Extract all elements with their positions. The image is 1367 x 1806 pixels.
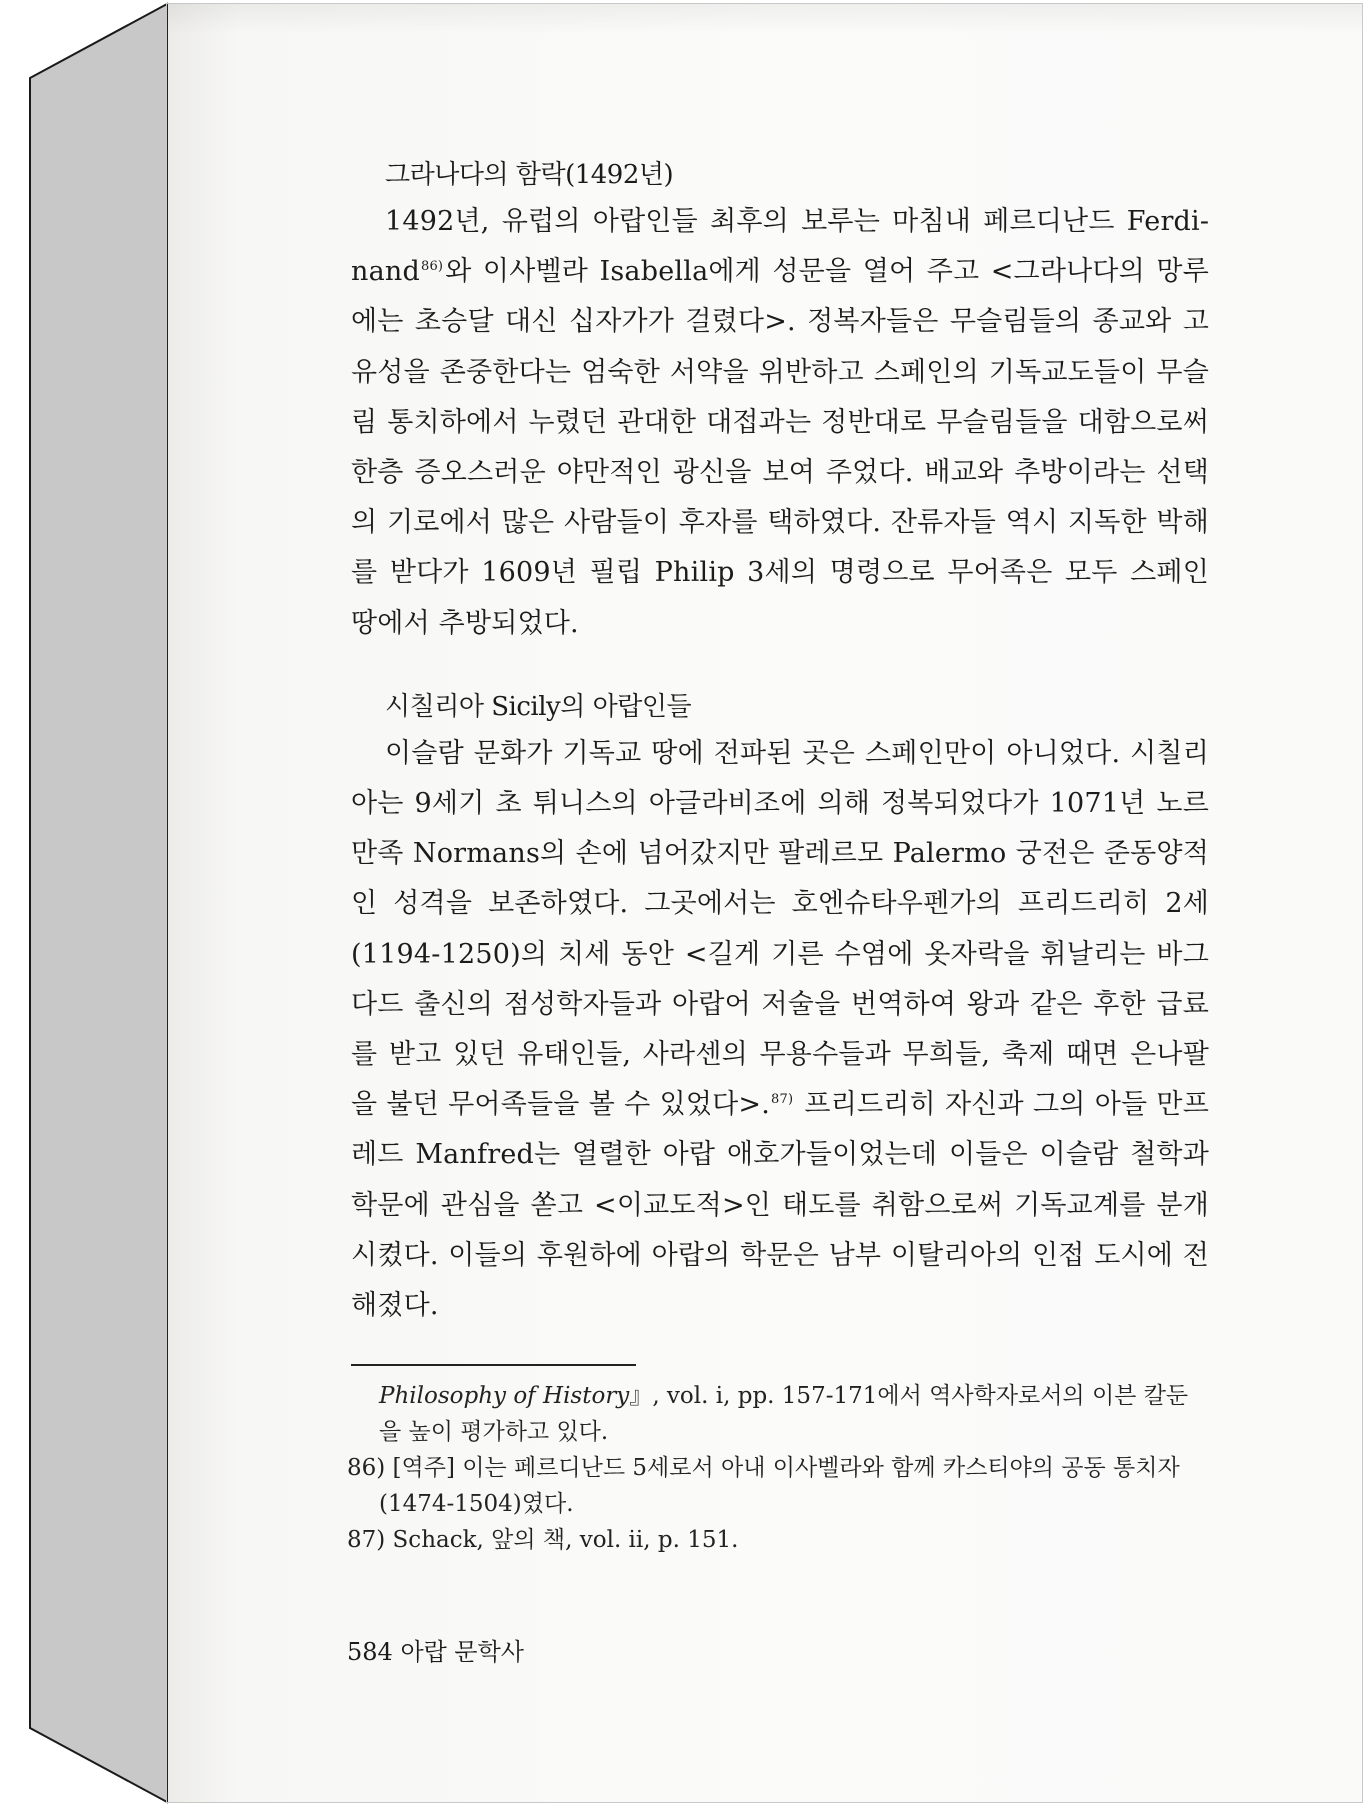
section-heading-granada: 그라나다의 함락(1492년): [385, 160, 674, 190]
footnote-divider: [351, 1364, 636, 1366]
footnote-ref-87: 87): [771, 1092, 794, 1108]
footnotes: [347, 1378, 1209, 1558]
footnote-87: 87) Schack, 앞의 책, vol. ii, p. 151.: [347, 1527, 739, 1553]
footnote-ref-86: 86): [420, 259, 444, 275]
paragraph-sicily-rest: 프리드리히 자신과 그의 아들 만프레드 Manfred는 열렬한 아랍 애호가들이었는데 이들은 이슬람 철학과 학문에 관심을 쏟고 <이교도적>인 태도를 취함으로써 기독교계를 분개시켰다. 이들의 후원하에 아랍의 학문은 남부 이탈리아의 인접 도시에 전해졌다.: [351, 1089, 1209, 1322]
paragraph-granada: [351, 197, 1209, 649]
paragraph-granada-rest: 와 이사벨라 Isabella에게 성문을 열어 주고 <그라나다의 망루에는 초승달 대신 십자가가 걸렸다>. 정복자들은 무슬림들의 종교와 고유성을 존중한다는 엄숙한 서약을 위반하고 스페인의 기독교도들이 무슬림 통치하에서 누렸던 관대한 대접과는 정반대로 무슬림들을 대함으로써 한층 증오스러운 야만적인 광신을 보여 주었다. 배교와 추방이라는 선택의 기로에서 많은 사람들이 후자를 택하였다. 잔류자들 역시 지독한 박해를 받다가 1609년 필립 Philip 3세의 명령으로 무어족은 모두 스페인 땅에서 추방되었다.: [351, 256, 1209, 639]
paragraph-granada-start: 1492년, 유럽의 아랍인들 최후의 보루는 마침내 페르디난드 Ferdinand: [351, 206, 1209, 288]
section-heading-sicily: 시칠리아 Sicily의 아랍인들: [385, 691, 692, 722]
footnote-title-mark: 』: [629, 1383, 653, 1409]
footnote-continued-text: , vol. i, pp. 157-171에서 역사학자로서의 이븐 칼둔을 높이 평가하고 있다.: [379, 1383, 1189, 1445]
paragraph-sicily-start: 이슬람 문화가 기독교 땅에 전파된 곳은 스페인만이 아니었다. 시칠리아는 9세기 초 튀니스의 아글라비조에 의해 정복되었다가 1071년 노르만족 Normans의 손에 넘어갔지만 팔레르모 Palermo 궁전은 준동양적인 성격을 보존하였다. 그곳에서는 호엔슈타우펜가의 프리드리히 2세(1194-1250)의 치세 동안 <길게 기른 수염에 옷자락을 휘날리는 바그다드 출신의 점성학자들과 아랍어 저술을 번역하여 왕과 같은 후한 급료를 받고 있던 유태인들, 사라센의 무용수들과 무희들, 축제 때면 은나팔을 불던 무어족들을 볼 수 있었다>.: [351, 737, 1209, 1121]
book-spine-edge: [0, 0, 175, 1806]
footnote-book-title: Philosophy of History: [379, 1383, 630, 1409]
footnote-86: 86) [역주] 이는 페르디난드 5세로서 아내 이사벨라와 함께 카스티야의 공동 통치자(1474-1504)였다.: [347, 1455, 1180, 1517]
page-number-footer: 584 아랍 문학사: [347, 1638, 524, 1666]
body-text: [351, 158, 1209, 1331]
footnote-continued: [347, 1378, 1209, 1450]
paragraph-sicily: [351, 729, 1209, 1331]
page-top-shadow: [167, 4, 1362, 34]
